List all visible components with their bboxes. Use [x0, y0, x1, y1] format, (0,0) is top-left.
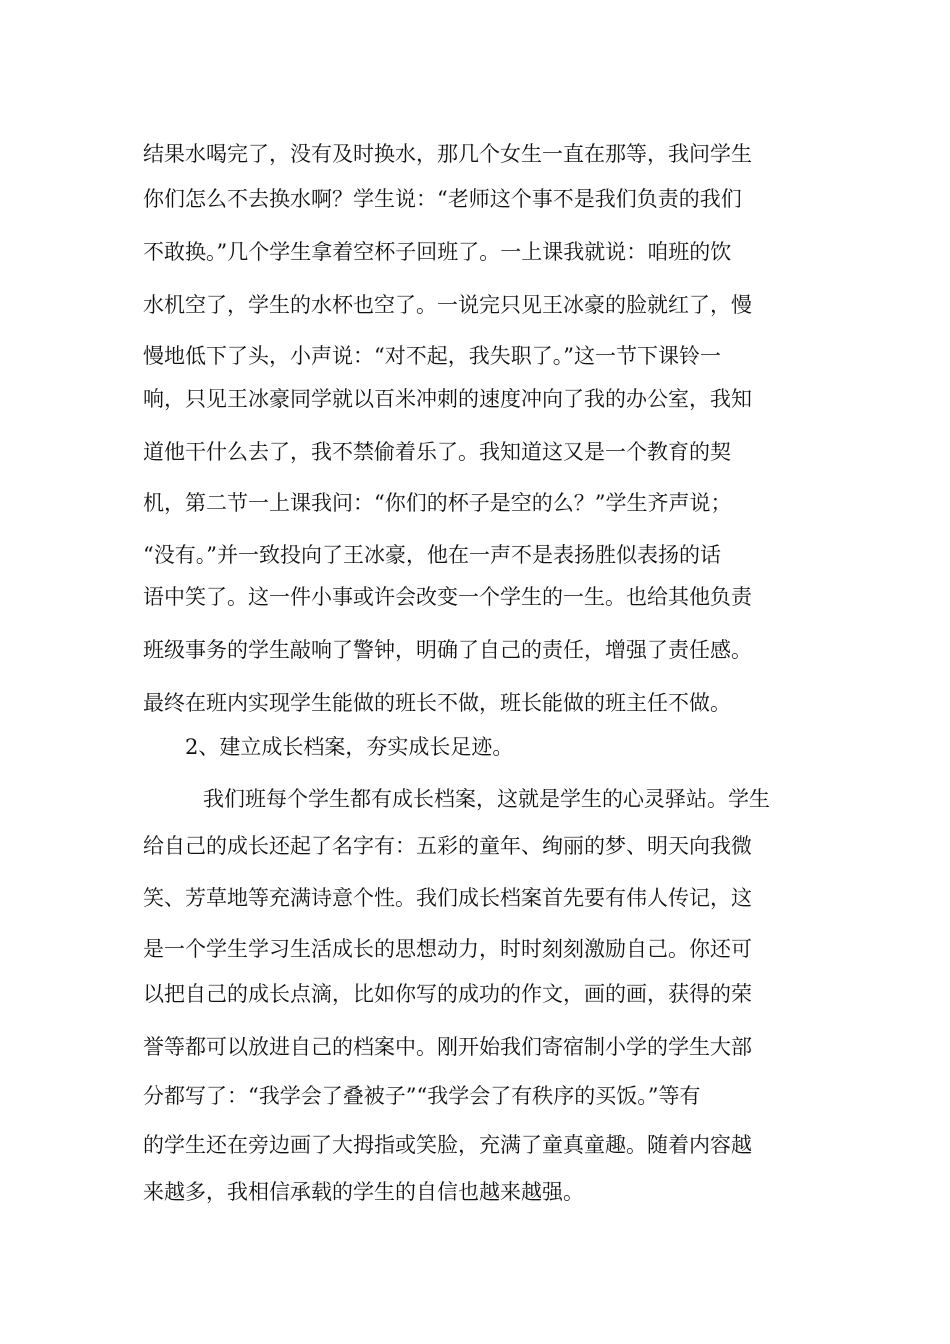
text-line: 是一个学生学习生活成长的思想动力，时时刻刻激励自己。你还可 [143, 937, 752, 961]
text-line: 慢地低下了头，小声说：“对不起，我失职了。”这一节下课铃一 [143, 344, 721, 368]
text-line: 我们班每个学生都有成长档案，这就是学生的心灵驿站。学生 [203, 787, 770, 811]
text-line: 给自己的成长还起了名字有：五彩的童年、绚丽的梦、明天向我微 [143, 834, 752, 858]
text-line: 不敢换。”几个学生拿着空杯子回班了。一上课我就说：咱班的饮 [143, 240, 732, 264]
text-line: 班级事务的学生敲响了警钟，明确了自己的责任，增强了责任感。 [143, 638, 752, 662]
text-line: 你们怎么不去换水啊？学生说：“老师这个事不是我们负责的我们 [143, 187, 742, 211]
text-line: 以把自己的成长点滴，比如你写的成功的作文，画的画，获得的荣 [143, 982, 752, 1006]
text-line: 的学生还在旁边画了大拇指或笑脸，充满了童真童趣。随着内容越 [143, 1133, 752, 1157]
text-line: 誉等都可以放进自己的档案中。刚开始我们寄宿制小学的学生大部 [143, 1035, 752, 1059]
text-line: 分都写了：“我学会了叠被子”“我学会了有秩序的买饭。”等有 [143, 1084, 701, 1108]
text-line: 笑、芳草地等充满诗意个性。我们成长档案首先要有伟人传记，这 [143, 886, 752, 910]
section-heading: 2、建立成长档案，夯实成长足迹。 [185, 735, 514, 759]
text-line: “没有。”并一致投向了王冰豪，他在一声不是表扬胜似表扬的话 [143, 543, 721, 567]
text-line: 来越多，我相信承载的学生的自信也越来越强。 [143, 1180, 584, 1204]
text-line: 最终在班内实现学生能做的班长不做，班长能做的班主任不做。 [143, 691, 731, 715]
text-line: 响，只见王冰豪同学就以百米冲刺的速度冲向了我的办公室，我知 [143, 387, 752, 411]
text-line: 机，第二节一上课我问：“你们的杯子是空的么？”学生齐声说； [143, 491, 732, 515]
text-line: 道他干什么去了，我不禁偷着乐了。我知道这又是一个教育的契 [143, 440, 731, 464]
text-line: 结果水喝完了，没有及时换水，那几个女生一直在那等，我问学生 [143, 142, 752, 166]
text-line: 水机空了，学生的水杯也空了。一说完只见王冰豪的脸就红了，慢 [143, 293, 752, 317]
text-line: 语中笑了。这一件小事或许会改变一个学生的一生。也给其他负责 [143, 585, 752, 609]
